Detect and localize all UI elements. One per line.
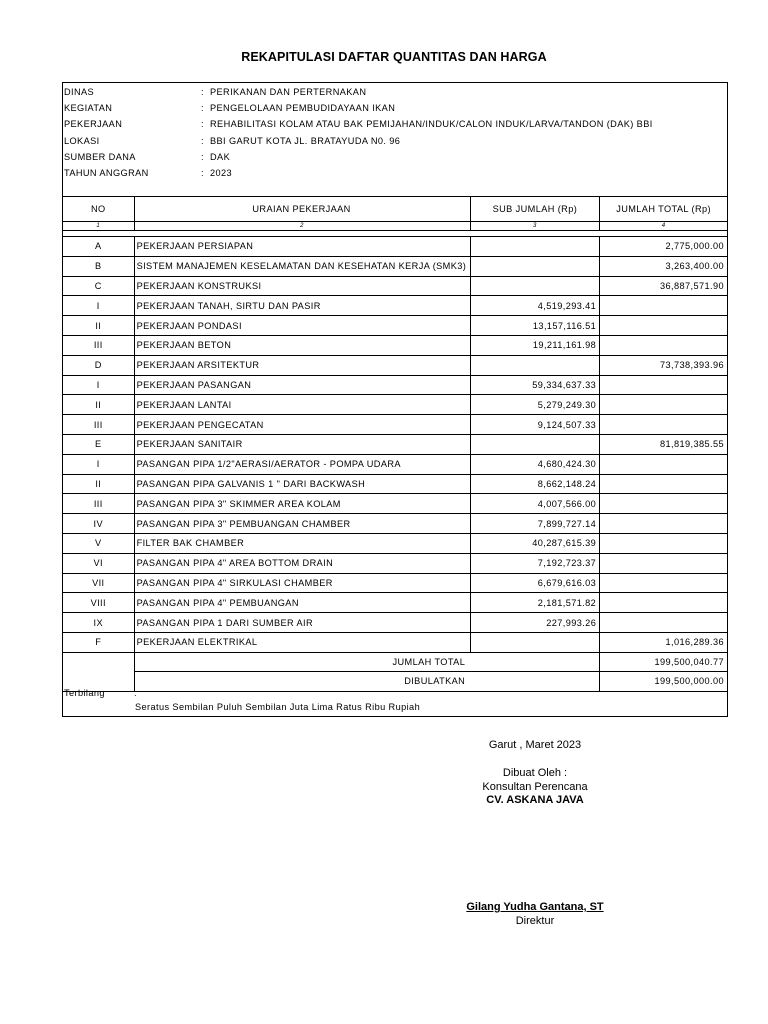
table-row — [63, 593, 728, 613]
row-no: A — [63, 237, 135, 257]
row-description: PASANGAN PIPA 3" SKIMMER AREA KOLAM — [134, 494, 470, 514]
row-description: PEKERJAAN SANITAIR — [134, 434, 470, 454]
table-row — [63, 237, 728, 257]
row-no: F — [63, 632, 135, 652]
table-row — [63, 514, 728, 534]
company-name: CV. ASKANA JAVA — [486, 794, 584, 806]
row-description: PEKERJAAN ARSITEKTUR — [134, 355, 470, 375]
page-title: REKAPITULASI DAFTAR QUANTITAS DAN HARGA — [241, 50, 547, 64]
info-value: PENGELOLAAN PEMBUDIDAYAAN IKAN — [210, 103, 396, 114]
row-description: FILTER BAK CHAMBER — [134, 533, 470, 553]
row-jumlah-total — [600, 533, 728, 553]
row-sub-jumlah — [470, 237, 600, 257]
row-jumlah-total — [600, 296, 728, 316]
row-jumlah-total — [600, 375, 728, 395]
table-row — [63, 494, 728, 514]
row-description: PASANGAN PIPA 4" SIRKULASI CHAMBER — [134, 573, 470, 593]
column-number: 4 — [600, 222, 728, 231]
table-row — [63, 632, 728, 652]
table-row — [63, 296, 728, 316]
info-value: PERIKANAN DAN PERTERNAKAN — [210, 87, 367, 98]
table-row — [63, 434, 728, 454]
table-row — [63, 533, 728, 553]
row-description: PASANGAN PIPA 1 DARI SUMBER AIR — [134, 613, 470, 633]
row-jumlah-total — [600, 573, 728, 593]
row-description: SISTEM MANAJEMEN KESELAMATAN DAN KESEHATAN KERJA (SMK3) — [134, 256, 470, 276]
row-sub-jumlah: 6,679,616.03 — [470, 573, 600, 593]
row-jumlah-total — [600, 316, 728, 336]
jumlah-total-value: 199,500,040.77 — [600, 652, 728, 672]
info-colon: : — [201, 119, 204, 130]
row-sub-jumlah: 4,680,424.30 — [470, 454, 600, 474]
column-number: 1 — [63, 222, 135, 231]
table-row — [63, 355, 728, 375]
dibulatkan-label: DIBULATKAN — [134, 672, 600, 692]
row-jumlah-total — [600, 613, 728, 633]
row-jumlah-total — [600, 415, 728, 435]
table-row — [63, 573, 728, 593]
row-no: B — [63, 256, 135, 276]
row-description: PEKERJAAN LANTAI — [134, 395, 470, 415]
row-jumlah-total: 81,819,385.55 — [600, 434, 728, 454]
header-uraian: URAIAN PEKERJAAN — [134, 197, 470, 222]
row-no: II — [63, 316, 135, 336]
info-colon: : — [201, 151, 204, 162]
table-row — [63, 474, 728, 494]
row-description: PEKERJAAN TANAH, SIRTU DAN PASIR — [134, 296, 470, 316]
table-row — [63, 256, 728, 276]
row-jumlah-total — [600, 494, 728, 514]
info-row — [64, 149, 653, 165]
boq-table — [62, 196, 728, 692]
header-sub-jumlah: SUB JUMLAH (Rp) — [470, 197, 600, 222]
row-jumlah-total: 73,738,393.96 — [600, 355, 728, 375]
row-description: PEKERJAAN PERSIAPAN — [134, 237, 470, 257]
row-no: VI — [63, 553, 135, 573]
row-no: IV — [63, 514, 135, 534]
column-number: 3 — [470, 222, 600, 231]
table-row — [63, 415, 728, 435]
table-row — [63, 454, 728, 474]
signatory-name: Gilang Yudha Gantana, ST — [466, 901, 604, 913]
row-no: IX — [63, 613, 135, 633]
row-jumlah-total — [600, 514, 728, 534]
info-row — [64, 116, 653, 132]
row-jumlah-total — [600, 553, 728, 573]
row-no: I — [63, 375, 135, 395]
row-no: E — [63, 434, 135, 454]
row-sub-jumlah: 2,181,571.82 — [470, 593, 600, 613]
row-sub-jumlah: 40,287,615.39 — [470, 533, 600, 553]
info-label: KEGIATAN — [64, 103, 113, 114]
row-description: PASANGAN PIPA 1/2"AERASI/AERATOR - POMPA UDARA — [134, 454, 470, 474]
row-no: V — [63, 533, 135, 553]
consultant-role: Konsultan Perencana — [482, 781, 588, 793]
terbilang-label: Terbilang — [64, 688, 105, 698]
row-jumlah-total: 2,775,000.00 — [600, 237, 728, 257]
info-label: DINAS — [64, 87, 95, 98]
place-date: Garut , Maret 2023 — [488, 739, 582, 751]
row-no: D — [63, 355, 135, 375]
row-jumlah-total — [600, 395, 728, 415]
info-row — [64, 84, 653, 100]
row-sub-jumlah: 8,662,148.24 — [470, 474, 600, 494]
table-row — [63, 553, 728, 573]
row-sub-jumlah: 19,211,161.98 — [470, 335, 600, 355]
info-row — [64, 165, 653, 181]
info-label: LOKASI — [64, 135, 100, 146]
row-no: II — [63, 474, 135, 494]
column-number: 2 — [134, 222, 470, 231]
row-no: C — [63, 276, 135, 296]
info-label: PEKERJAAN — [64, 119, 123, 130]
signatory-position: Direktur — [515, 915, 555, 927]
info-colon: : — [201, 87, 204, 98]
info-row — [64, 133, 653, 149]
info-value: BBI GARUT KOTA JL. BRATAYUDA N0. 96 — [210, 135, 401, 146]
jumlah-total-label: JUMLAH TOTAL — [134, 652, 600, 672]
row-description: PASANGAN PIPA 3" PEMBUANGAN CHAMBER — [134, 514, 470, 534]
row-jumlah-total: 36,887,571.90 — [600, 276, 728, 296]
row-sub-jumlah: 9,124,507.33 — [470, 415, 600, 435]
row-sub-jumlah: 227,993.26 — [470, 613, 600, 633]
row-no: III — [63, 335, 135, 355]
row-jumlah-total — [600, 474, 728, 494]
table-header-row — [63, 197, 728, 222]
column-number-row — [63, 222, 728, 231]
header-jumlah-total: JUMLAH TOTAL (Rp) — [600, 197, 728, 222]
header-no: NO — [63, 197, 135, 222]
info-value: REHABILITASI KOLAM ATAU BAK PEMIJAHAN/INDUK/CALON INDUK/LARVA/TANDON (DAK) BBI — [210, 119, 653, 130]
row-sub-jumlah — [470, 355, 600, 375]
row-sub-jumlah — [470, 276, 600, 296]
info-row — [64, 100, 653, 116]
row-sub-jumlah: 59,334,637.33 — [470, 375, 600, 395]
table-row — [63, 375, 728, 395]
jumlah-total-row — [63, 652, 728, 672]
row-sub-jumlah — [470, 256, 600, 276]
row-jumlah-total: 3,263,400.00 — [600, 256, 728, 276]
row-no: VIII — [63, 593, 135, 613]
info-colon: : — [201, 135, 204, 146]
info-value: 2023 — [210, 168, 233, 179]
row-description: PEKERJAAN BETON — [134, 335, 470, 355]
project-info — [64, 84, 653, 181]
table-row — [63, 395, 728, 415]
row-no: VII — [63, 573, 135, 593]
row-sub-jumlah: 13,157,116.51 — [470, 316, 600, 336]
info-value: DAK — [210, 151, 231, 162]
row-sub-jumlah: 5,279,249.30 — [470, 395, 600, 415]
row-description: PEKERJAAN PONDASI — [134, 316, 470, 336]
row-no: I — [63, 454, 135, 474]
info-colon: : — [201, 103, 204, 114]
row-sub-jumlah: 7,899,727.14 — [470, 514, 600, 534]
row-description: PEKERJAAN ELEKTRIKAL — [134, 632, 470, 652]
made-by-label: Dibuat Oleh : — [502, 767, 568, 779]
dibulatkan-row — [63, 672, 728, 692]
row-sub-jumlah: 4,007,566.00 — [470, 494, 600, 514]
terbilang-colon: : — [134, 688, 137, 698]
table-row — [63, 613, 728, 633]
table-row — [63, 316, 728, 336]
row-description: PEKERJAAN KONSTRUKSI — [134, 276, 470, 296]
row-description: PASANGAN PIPA GALVANIS 1 " DARI BACKWASH — [134, 474, 470, 494]
row-jumlah-total — [600, 593, 728, 613]
row-description: PEKERJAAN PASANGAN — [134, 375, 470, 395]
row-no: III — [63, 494, 135, 514]
table-row — [63, 335, 728, 355]
row-sub-jumlah: 7,192,723.37 — [470, 553, 600, 573]
row-description: PEKERJAAN PENGECATAN — [134, 415, 470, 435]
row-no: III — [63, 415, 135, 435]
info-colon: : — [201, 168, 204, 179]
row-sub-jumlah — [470, 632, 600, 652]
row-jumlah-total: 1,016,289.36 — [600, 632, 728, 652]
row-description: PASANGAN PIPA 4" AREA BOTTOM DRAIN — [134, 553, 470, 573]
info-label: SUMBER DANA — [64, 151, 136, 162]
row-sub-jumlah — [470, 434, 600, 454]
row-jumlah-total — [600, 335, 728, 355]
row-sub-jumlah: 4,519,293.41 — [470, 296, 600, 316]
info-label: TAHUN ANGGRAN — [64, 168, 149, 179]
row-description: PASANGAN PIPA 4" PEMBUANGAN — [134, 593, 470, 613]
terbilang-text: Seratus Sembilan Puluh Sembilan Juta Lima Ratus Ribu Rupiah — [135, 702, 421, 712]
row-no: II — [63, 395, 135, 415]
row-no: I — [63, 296, 135, 316]
row-jumlah-total — [600, 454, 728, 474]
blank-cell — [63, 652, 135, 672]
table-row — [63, 276, 728, 296]
dibulatkan-value: 199,500,000.00 — [600, 672, 728, 692]
